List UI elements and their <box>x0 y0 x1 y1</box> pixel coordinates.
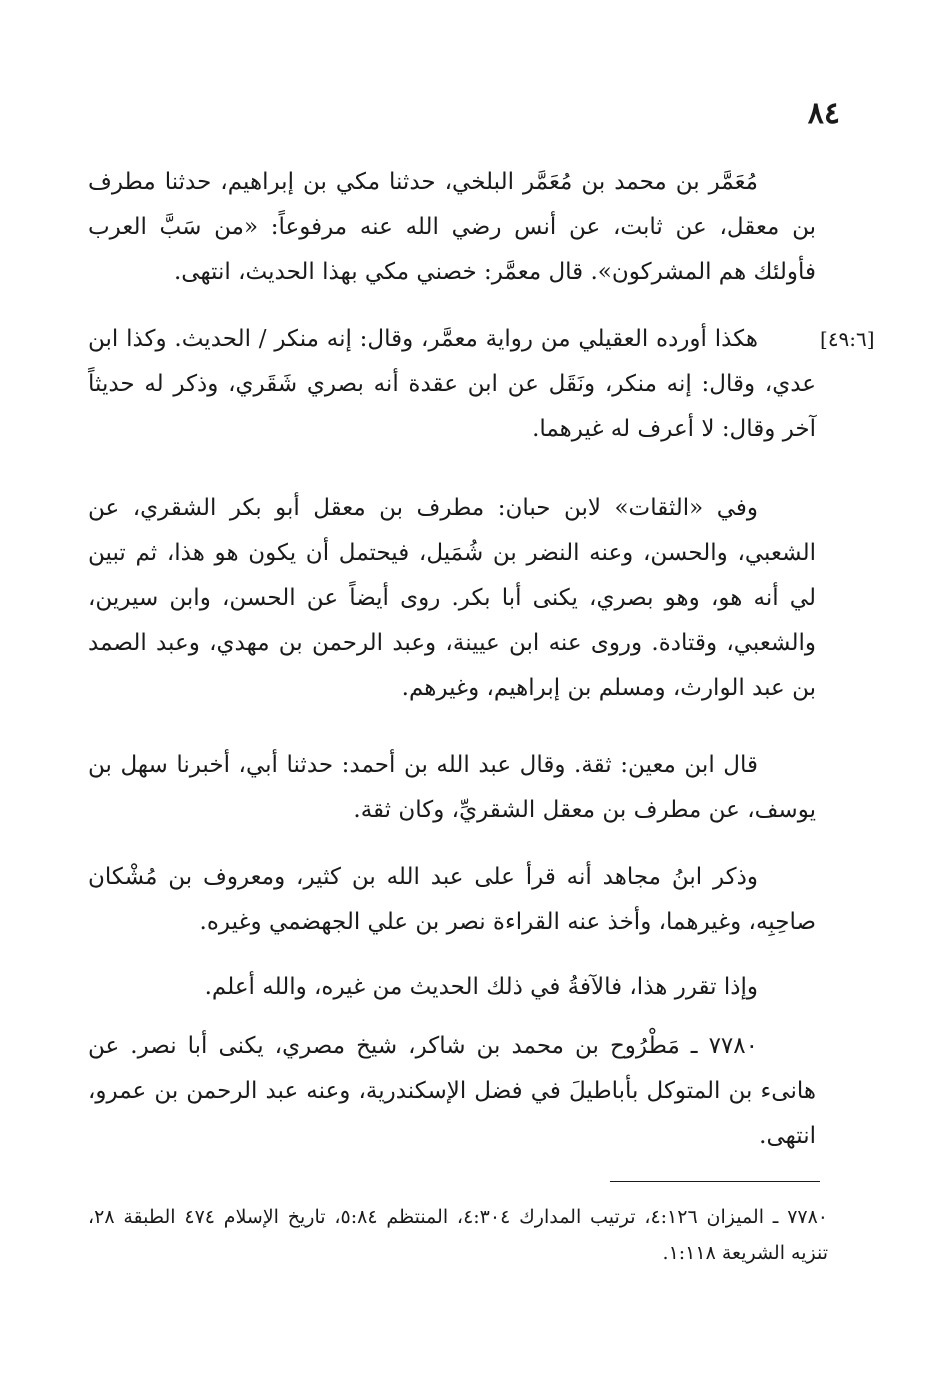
margin-reference: [٤٩:٦] <box>820 327 875 351</box>
paragraph-4-text: قال ابن معين: ثقة. وقال عبد الله بن أحمد: حدثنا أبي، أخبرنا سهل بن يوسف، عن مطرف بن معقل الشقريِّ، وكان ثقة. <box>88 752 816 823</box>
paragraph-5 <box>88 855 816 945</box>
paragraph-6-text: وإذا تقرر هذا، فالآفةُ في ذلك الحديث من غيره، والله أعلم. <box>204 974 758 1000</box>
paragraph-3 <box>88 486 816 711</box>
paragraph-7-text: ٧٧٨٠ ـ مَطْرُوح بن محمد بن شاكر، شيخ مصري، يكنى أبا نصر. عن هانىء بن المتوكل بأباطيلَ في فضل الإسكندرية، وعنه عبد الرحمن بن عمرو، انتهى. <box>88 1033 816 1149</box>
footnote: ٧٧٨٠ ـ الميزان ٤:١٢٦، ترتيب المدارك ٤:٣٠٤، المنتظم ٥:٨٤، تاريخ الإسلام ٤٧٤ الطبقة ٢٨، تنزيه الشريعة ١:١١٨. <box>88 1206 829 1264</box>
page-number: ٨٤ <box>807 96 840 131</box>
paragraph-2 <box>88 317 816 452</box>
paragraph-1 <box>88 160 816 295</box>
paragraph-6 <box>88 965 816 1010</box>
paragraph-4 <box>88 743 816 833</box>
paragraph-3-text: وفي «الثقات» لابن حبان: مطرف بن معقل أبو بكر الشقري، عن الشعبي، والحسن، وعنه النضر بن شُمَيل، فيحتمل أن يكون هو هذا، ثم تبين لي أنه هو، وهو بصري، يكنى أبا بكر. روى أيضاً عن الحسن، وابن سيرين، والشعبي، وقتادة. وروى عنه ابن عيينة، وعبد الرحمن بن مهدي، وعبد الصمد بن عبد الوارث، ومسلم بن إبراهيم، وغيرهم. <box>88 495 816 701</box>
footnote-divider <box>610 1181 820 1182</box>
paragraph-7-entry-7780 <box>88 1024 816 1159</box>
paragraph-1-text: مُعَمَّر بن محمد بن مُعَمَّر البلخي، حدثنا مكي بن إبراهيم، حدثنا مطرف بن معقل، عن ثابت، عن أنس رضي الله عنه مرفوعاً: «من سَبَّ العرب فأولئك هم المشركون». قال معمَّر: خصني مكي بهذا الحديث، انتهى. <box>88 169 816 285</box>
paragraph-5-text: وذكر ابنُ مجاهد أنه قرأ على عبد الله بن كثير، ومعروف بن مُشْكان صاحِبِه، وغيرهما، وأخذ عنه القراءة نصر بن علي الجهضمي وغيره. <box>88 864 816 935</box>
paragraph-2-text: هكذا أورده العقيلي من رواية معمَّر، وقال: إنه منكر / الحديث. وكذا ابن عدي، وقال: إنه منكر، ونَقَل عن ابن عقدة أنه بصري شَقَري، وذكر له حديثاً آخر وقال: لا أعرف له غيرهما. <box>88 326 816 442</box>
